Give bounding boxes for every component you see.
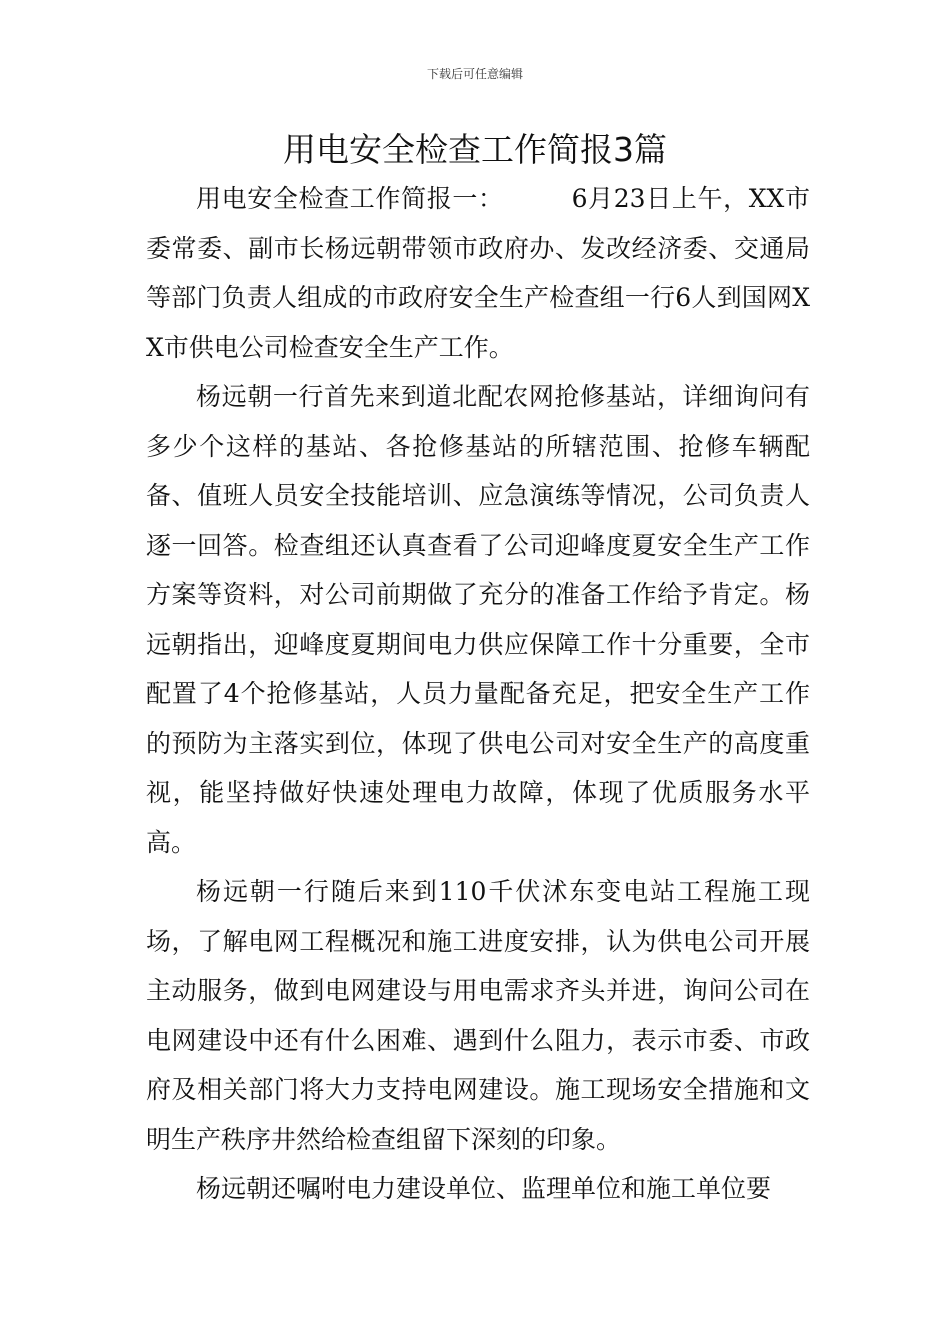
paragraph-1 bbox=[146, 174, 810, 372]
paragraph-4: 杨远朝还嘱咐电力建设单位、监理单位和施工单位要 bbox=[196, 1174, 772, 1203]
document-body bbox=[146, 174, 810, 1214]
paragraph-3: 杨远朝一行随后来到110千伏沭东变电站工程施工现场，了解电网工程概况和施工进度安排，认为供电公司开展主动服务，做到电网建设与用电需求齐头并进，询问公司在电网建设中还有什么困难、遇到什么阻力，表示市委、市政府及相关部门将大力支持电网建设。施工现场安全措施和文明生产秩序井然给检查组留下深刻的印象。 bbox=[146, 877, 810, 1154]
header-note: 下载后可任意编辑 bbox=[426, 67, 523, 81]
paragraph-2: 杨远朝一行首先来到道北配农网抢修基站，详细询问有多少个这样的基站、各抢修基站的所辖范围、抢修车辆配备、值班人员安全技能培训、应急演练等情况，公司负责人逐一回答。检查组还认真查看了公司迎峰度夏安全生产工作方案等资料，对公司前期做了充分的准备工作给予肯定。杨远朝指出，迎峰度夏期间电力供应保障工作十分重要，全市配置了4个抢修基站，人员力量配备充足，把安全生产工作的预防为主落实到位，体现了供电公司对安全生产的高度重视，能坚持做好快速处理电力故障，体现了优质服务水平高。 bbox=[146, 382, 810, 857]
intro-label: 用电安全检查工作简报一： bbox=[196, 184, 504, 213]
document-title: 用电安全检查工作简报3篇 bbox=[283, 130, 667, 169]
paragraph-1-text: 6月23日上午，XX市委常委、副市长杨远朝带领市政府办、发改经济委、交通局等部门负责人组成的市政府安全生产检查组一行6人到国网XX市供电公司检查安全生产工作。 bbox=[146, 184, 810, 362]
